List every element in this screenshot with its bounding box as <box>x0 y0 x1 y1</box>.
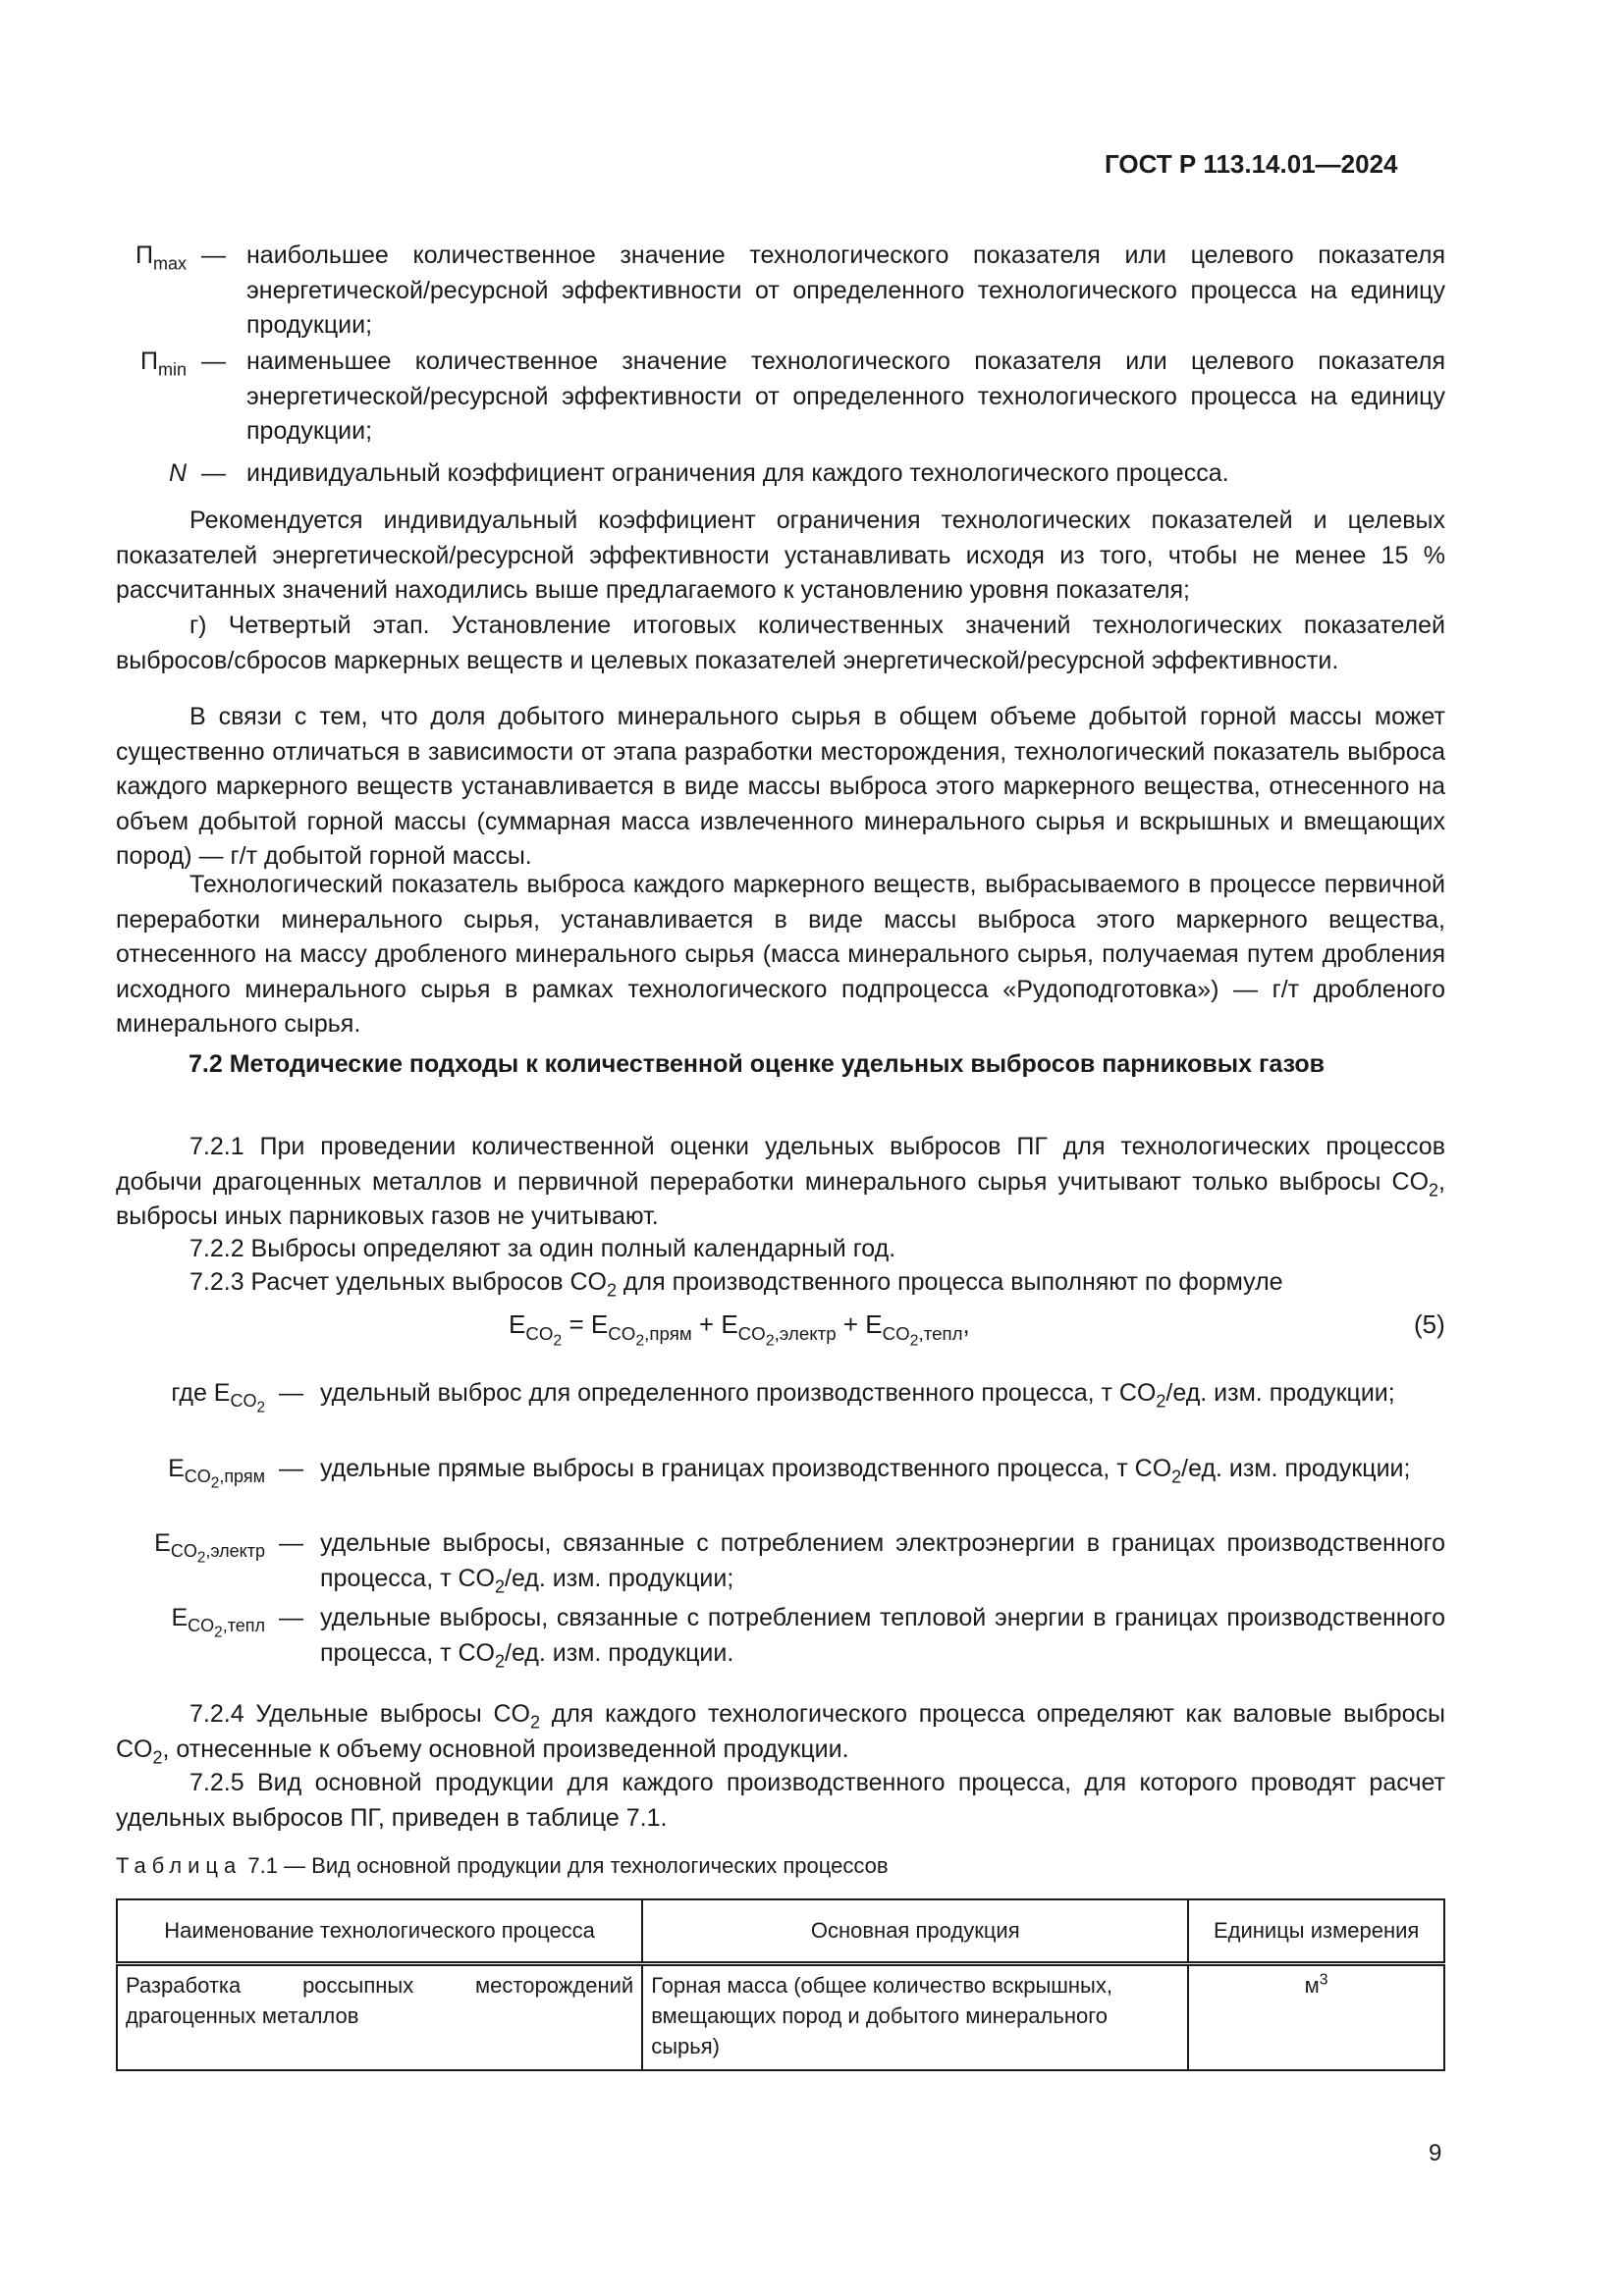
definition-text: удельные выбросы, связанные с потреблением электроэнергии в границах производственного процесса, т $CO_2/ед$. изм. продукции; <box>320 1529 1445 1596</box>
table-row <box>117 1964 1444 2071</box>
definition-dash: — <box>279 1379 303 1407</box>
paragraph: 7.2.5 Вид основной продукции для каждого производственного процесса, для которого проводят расчет удельных выбросов ПГ, приведен в таблице 7.1. <box>116 1769 1445 1832</box>
definition-text: удельные выбросы, связанные с потреблением тепловой энергии в границах производственного процесса, т $CO_2/ед$. изм. продукции. <box>320 1604 1445 1671</box>
section-heading: 7.2 Методические подходы к количественной оценке удельных выбросов парниковых газов <box>189 1050 1326 1078</box>
paragraph: В связи с тем, что доля добытого минерального сырья в общем объеме добытой горной массы может существенно отличаться в зависимости от этапа разработки месторождения, технологический показатель выброса каждого маркерного веществ устанавливается в виде массы выброса этого маркерного вещества, отнесенного на объем добытой горной массы (суммарная масса извлеченного минерального сырья и вскрышных и вмещающих пород) — г/т добытой горной массы. <box>116 703 1445 870</box>
table-cell-process: Разработка россыпных месторождений драгоценных металлов <box>117 1964 642 2071</box>
table-header-row <box>117 1899 1444 1964</box>
table-caption: Таблица 7.1 — Вид основной продукции для технологических процессов <box>116 1853 889 1878</box>
definition-dash: — <box>279 1529 303 1557</box>
products-table <box>116 1898 1445 2071</box>
document-header: ГОСТ Р 113.14.01—2024 <box>1105 149 1398 179</box>
paragraph: Технологический показатель выброса каждого маркерного веществ, выбрасываемого в процессе первичной переработки минерального сырья, устанавливается в виде массы выброса этого маркерного вещества, отнесенного на массу дробленого минерального сырья (масса минерального сырья, получаемая путем дробления исходного минерального сырья в рамках технологического подпроцесса «Рудоподготовка») — г/т дробленого минерального сырья. <box>116 871 1445 1038</box>
paragraph: г) Четвертый этап. Установление итоговых количественных значений технологических показателей выбросов/сбросов маркерных веществ и целевых показателей энергетической/ресурсной эффективности. <box>116 612 1445 674</box>
definition-symbol: где $E_{CO_2}$ <box>171 1379 265 1416</box>
formula-number: (5) <box>1414 1309 1445 1339</box>
definition-symbol: П <box>140 347 158 375</box>
definition-symbol: $E_{CO_2,тепл}$ <box>171 1604 265 1641</box>
definition-text: удельные прямые выбросы в границах производственного процесса, т $CO_2/ед$. изм. продукции; <box>320 1455 1411 1487</box>
definition-text: наибольшее количественное значение технологического показателя или целевого показателя энергетической/ресурсной эффективности от определенного технологического процесса на единицу продукции; <box>246 241 1445 339</box>
definition-dash: — <box>279 1455 303 1482</box>
definition-text: наименьшее количественное значение технологического показателя или целевого показателя энергетической/ресурсной эффективности от определенного технологического процесса на единицу продукции; <box>246 347 1445 445</box>
definition-subscript: max <box>152 253 187 274</box>
column-header: Основная продукция <box>642 1899 1188 1964</box>
table-cell-product: Горная масса (общее количество вскрышных, вмещающих пород и добытого минерального сырья) <box>642 1964 1188 2071</box>
formula: $E_{CO_2} = E_{CO_2,прям} + E_{CO_2,электр} + E_{CO_2,тепл}$, <box>509 1309 970 1350</box>
definition-symbol: N <box>168 459 187 487</box>
definition-dash: — <box>201 347 226 375</box>
paragraph: 7.2.1 При проведении количественной оценки удельных выбросов ПГ для технологических процессов добычи драгоценных металлов и первичной переработки минерального сырья учитывают только выбросы $CO_2$, выбросы иных парниковых газов не учитывают. <box>116 1133 1445 1230</box>
definition-symbol: П <box>135 241 153 269</box>
definition-dash: — <box>201 241 226 269</box>
column-header: Единицы измерения <box>1188 1899 1444 1964</box>
paragraph: Рекомендуется индивидуальный коэффициент ограничения технологических показателей и целевых показателей энергетической/ресурсной эффективности устанавливать исходя из того, чтобы не менее 15 % рассчитанных значений находились выше предлагаемого к установлению уровня показателя; <box>116 507 1445 604</box>
paragraph: 7.2.2 Выбросы определяют за один полный календарный год. <box>189 1235 896 1262</box>
column-header: Наименование технологического процесса <box>117 1899 642 1964</box>
paragraph: 7.2.4 Удельные выбросы $CO_2$ для каждого технологического процесса определяют как валовые выбросы $CO_2$, отнесенные к объему основной произведенной продукции. <box>116 1700 1445 1767</box>
table-cell-unit: $м^3$ <box>1188 1964 1444 2071</box>
definition-symbol: $E_{CO_2,электр}$ <box>154 1529 265 1567</box>
definition-dash: — <box>279 1604 303 1631</box>
definition-subscript: min <box>157 359 187 380</box>
definition-symbol: $E_{CO_2,прям}$ <box>168 1455 265 1492</box>
definition-dash: — <box>201 459 226 487</box>
definition-text: индивидуальный коэффициент ограничения для каждого технологического процесса. <box>246 459 1229 487</box>
paragraph: 7.2.3 Расчет удельных выбросов $CO_2$ для производственного процесса выполняют по формуле <box>189 1268 1283 1301</box>
page-number: 9 <box>1429 2140 1442 2166</box>
definition-text: удельный выброс для определенного производственного процесса, т $CO_2/ед$. изм. продукции; <box>320 1379 1395 1412</box>
